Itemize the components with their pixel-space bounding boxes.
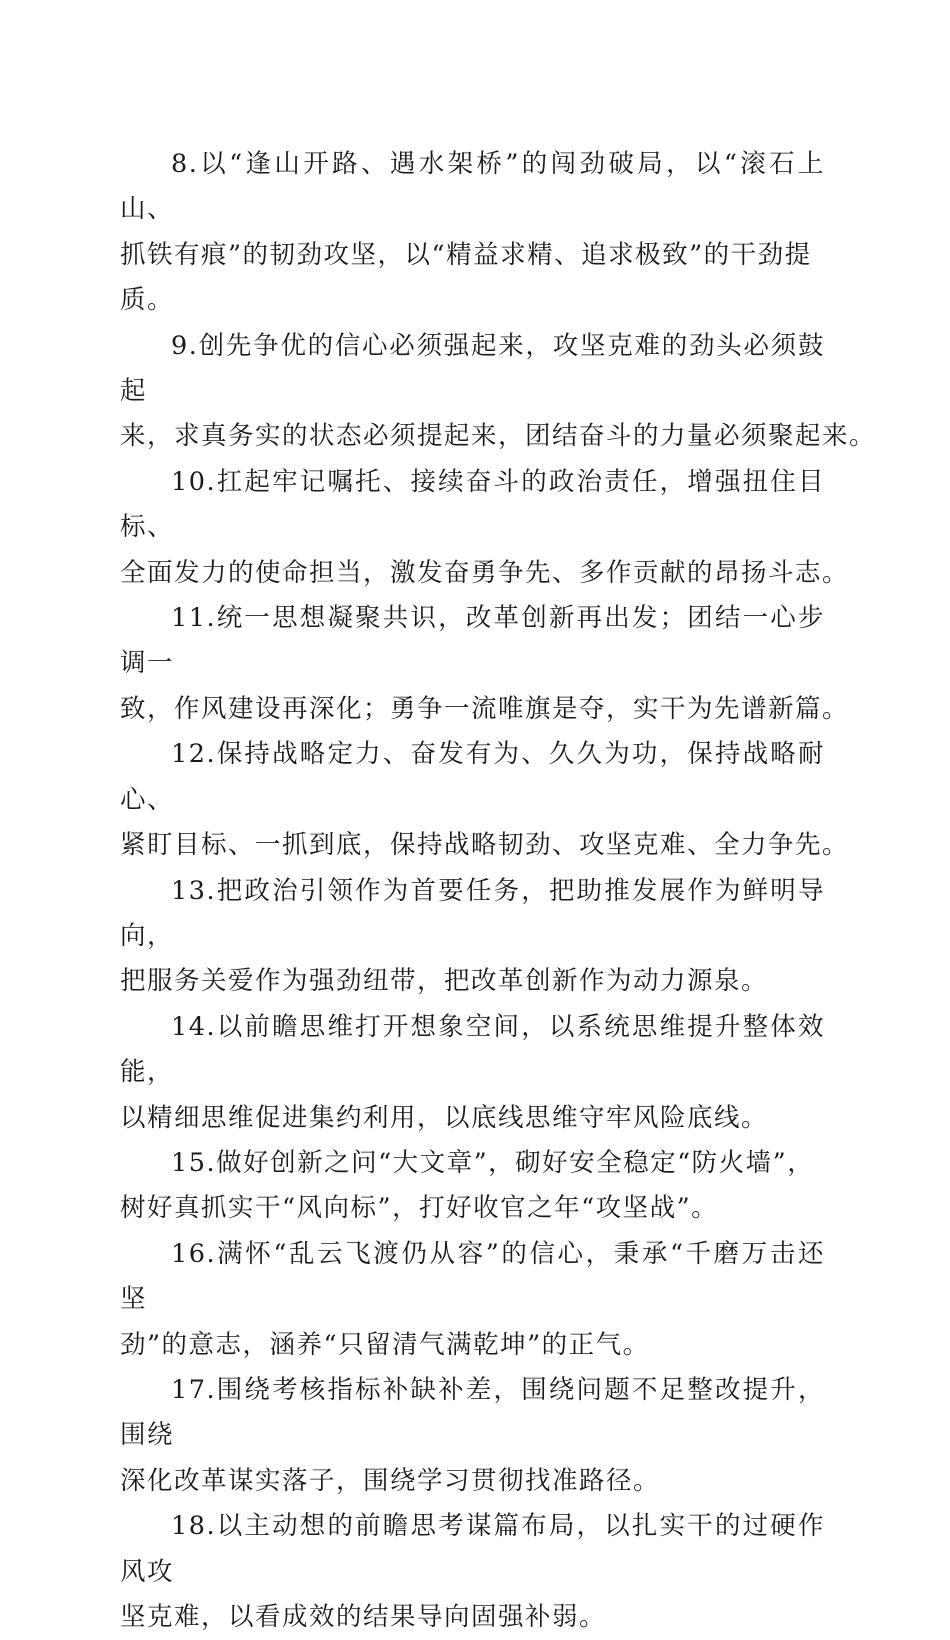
paragraph-14 xyxy=(120,1005,825,1141)
paragraph-line: 以“逢山开路、遇水架桥”的闯劲破局，以“滚石上山、 xyxy=(120,149,825,225)
paragraph-line: 致，作风建设再深化；勇争一流唯旗是夺，实干为先谱新篇。 xyxy=(120,693,850,724)
paragraph-10 xyxy=(120,460,850,596)
paragraph-line: 做好创新之问“大文章”，砌好安全稳定“防火墙”， xyxy=(216,1147,815,1178)
paragraph-line: 抓铁有痕”的韧劲攻坚，以“精益求精、追求极致”的干劲提 xyxy=(120,239,812,270)
paragraph-number: 17. xyxy=(171,1374,217,1405)
paragraph-12 xyxy=(120,732,850,868)
paragraph-line: 把服务关爱作为强劲纽带，把改革创新作为动力源泉。 xyxy=(120,966,769,997)
paragraph-13 xyxy=(120,869,825,1005)
paragraph-line: 劲”的意志，涵养“只留清气满乾坤”的正气。 xyxy=(120,1329,650,1360)
paragraph-number: 12. xyxy=(171,739,217,770)
paragraph-line: 深化改革谋实落子，围绕学习贯彻找准路径。 xyxy=(120,1465,661,1496)
paragraph-line: 树好真抓实干“风向标”，打好收官之年“攻坚战”。 xyxy=(120,1193,719,1224)
paragraph-line: 保持战略定力、奋发有为、久久为功，保持战略耐心、 xyxy=(120,739,825,815)
paragraph-11 xyxy=(120,596,850,732)
paragraph-line: 全面发力的使命担当，激发奋勇争先、多作贡献的昂扬斗志。 xyxy=(120,557,850,588)
paragraph-number: 8. xyxy=(171,149,199,179)
paragraph-line: 以精细思维促进集约利用，以底线思维守牢风险底线。 xyxy=(120,1102,769,1133)
paragraph-number: 15. xyxy=(171,1147,217,1178)
paragraph-line: 满怀“乱云飞渡仍从容”的信心，秉承“千磨万击还坚 xyxy=(120,1238,825,1315)
paragraph-number: 16. xyxy=(171,1238,217,1269)
paragraph-line: 围绕考核指标补缺补差，围绕问题不足整改提升，围绕 xyxy=(120,1374,825,1451)
paragraph-line: 扛起牢记嘱托、接续奋斗的政治责任，增强扭住目标、 xyxy=(120,466,825,543)
paragraph-17 xyxy=(120,1368,825,1504)
paragraph-16 xyxy=(120,1232,825,1368)
paragraph-8 xyxy=(120,142,825,324)
paragraph-number: 9. xyxy=(171,330,199,361)
paragraph-line: 坚克难，以看成效的结果导向固强补弱。 xyxy=(120,1602,607,1632)
paragraph-number: 11. xyxy=(171,603,217,634)
paragraph-line: 统一思想凝聚共识，改革创新再出发；团结一心步调一 xyxy=(120,603,825,679)
paragraph-line: 创先争优的信心必须强起来，攻坚克难的劲头必须鼓起 xyxy=(120,330,825,407)
paragraph-9 xyxy=(120,324,877,460)
paragraph-line: 把政治引领作为首要任务，把助推发展作为鲜明导向， xyxy=(120,875,825,951)
paragraph-number: 10. xyxy=(171,466,217,497)
paragraph-number: 14. xyxy=(171,1011,217,1042)
paragraph-line: 来，求真务实的状态必须提起来，团结奋斗的力量必须聚起来。 xyxy=(120,421,877,452)
paragraph-line: 以前瞻思维打开想象空间，以系统思维提升整体效能， xyxy=(120,1011,825,1088)
paragraph-line: 紧盯目标、一抓到底，保持战略韧劲、攻坚克难、全力争先。 xyxy=(120,830,850,861)
paragraph-15 xyxy=(120,1141,825,1232)
paragraph-number: 18. xyxy=(171,1511,217,1542)
paragraph-line: 以主动想的前瞻思考谋篇布局，以扎实干的过硬作风攻 xyxy=(120,1511,825,1587)
paragraph-18 xyxy=(120,1504,825,1640)
document-body xyxy=(120,142,877,1640)
paragraph-number: 13. xyxy=(171,875,217,906)
paragraph-line: 质。 xyxy=(120,285,175,316)
